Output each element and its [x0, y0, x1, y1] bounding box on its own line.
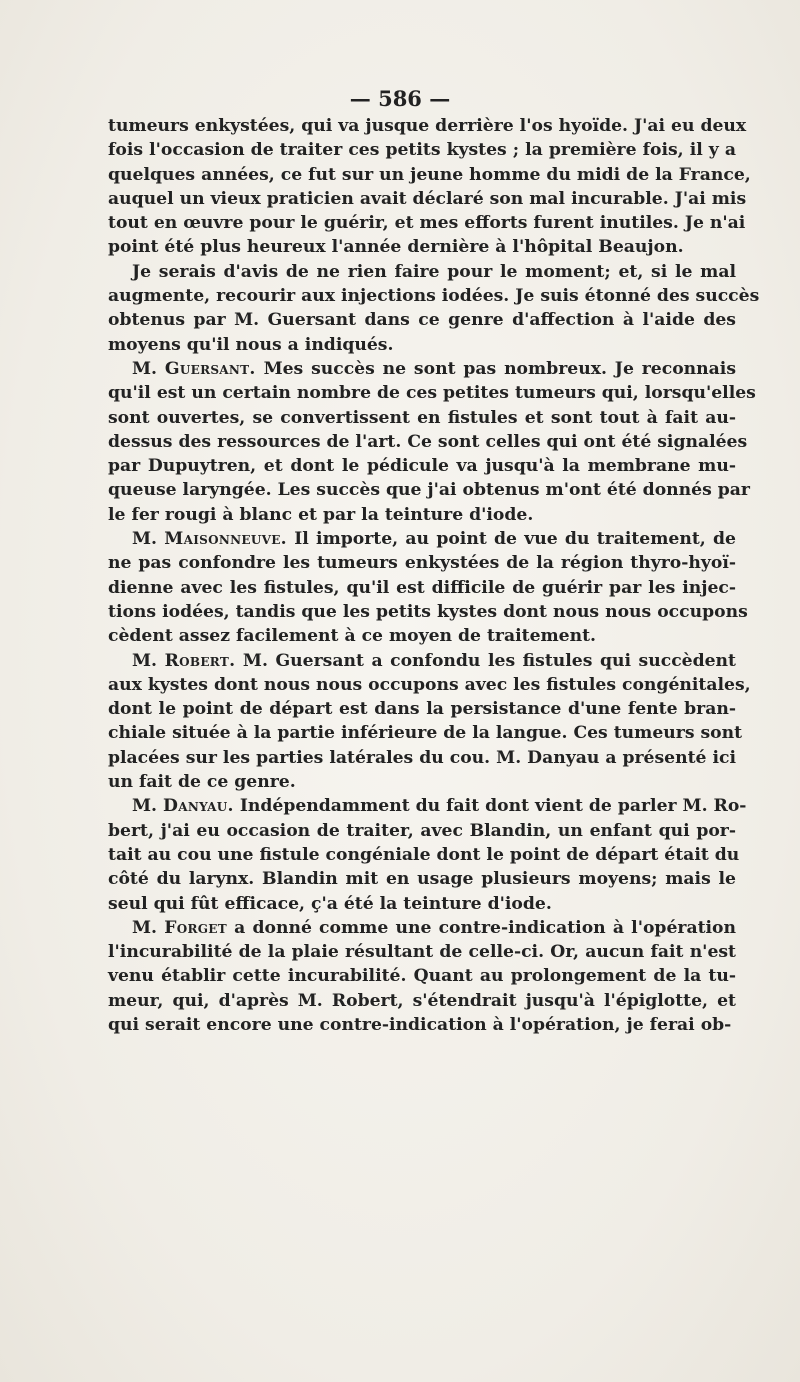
- text-line: [108, 746, 736, 770]
- line-text: bert, j'ai eu occasion de traiter, avec Blandin, un enfant qui por-: [108, 820, 736, 841]
- text-line: [108, 381, 756, 405]
- line-text: dessus des ressources de l'art. Ce sont celles qui ont été signalées: [108, 431, 748, 452]
- text-line: [108, 600, 748, 624]
- line-text: obtenus par M. Guersant dans ce genre d'affection à l'aide des: [108, 310, 736, 331]
- line-text: côté du larynx. Blandin mit en usage plusieurs moyens; mais le: [108, 869, 736, 890]
- text-line: [108, 284, 760, 308]
- text-line: [108, 819, 736, 843]
- page-number: — 586 —: [349, 86, 451, 111]
- text-line: [108, 940, 736, 964]
- text-line: [108, 916, 736, 940]
- text-line: [108, 1013, 736, 1037]
- line-text: fois l'occasion de traiter ces petits kystes ; la première fois, il y a: [108, 140, 736, 161]
- line-text: venu établir cette incurabilité. Quant au prolongement de la tu-: [108, 966, 736, 987]
- line-text: chiale située à la partie inférieure de la langue. Ces tumeurs sont: [108, 723, 743, 744]
- text-line: [108, 892, 736, 916]
- speaker-name: Guersant.: [164, 358, 256, 379]
- line-text: tumeurs enkystées, qui va jusque derrière l'os hyoïde. J'ai eu deux: [108, 116, 747, 136]
- text-line: [108, 721, 743, 745]
- paragraph: [108, 260, 760, 357]
- line-text: l'incurabilité de la plaie résultant de celle-ci. Or, aucun fait n'est: [108, 942, 736, 963]
- line-text: un fait de ce genre.: [108, 772, 296, 793]
- line-text: quelques années, ce fut sur un jeune homme du midi de la France,: [108, 164, 751, 185]
- line-text: Il importe, au point de vue du traitement, de: [286, 529, 736, 550]
- line-text: qui serait encore une contre-indication à l'opération, je ferai ob-: [108, 1014, 732, 1035]
- line-text: aux kystes dont nous nous occupons avec les fistules congénitales,: [108, 674, 751, 695]
- text-line: [108, 867, 736, 891]
- text-line: [108, 770, 736, 794]
- line-text: Mes succès ne sont pas nombreux. Je reconnais: [255, 358, 736, 379]
- text-line: [108, 454, 736, 478]
- speaker-name: Forget: [164, 917, 227, 938]
- line-text: seul qui fût efficace, ç'a été la teinture d'iode.: [108, 893, 552, 914]
- text-line: [108, 138, 736, 162]
- text-line: [108, 697, 736, 721]
- text-line: [108, 624, 736, 648]
- speaker-name: Danyau.: [163, 796, 234, 817]
- line-text: sont ouvertes, se convertissent en fistules et sont tout à fait au-: [108, 407, 736, 428]
- text-line: [108, 964, 736, 988]
- paragraph: [108, 357, 756, 527]
- paragraph: [108, 527, 748, 648]
- line-text: placées sur les parties latérales du cou. M. Danyau a présenté ici: [108, 747, 736, 768]
- line-text: Indépendamment du fait dont vient de parler M. Ro-: [233, 796, 747, 817]
- text-line: [108, 503, 736, 527]
- line-text: augmente, recourir aux injections iodées. Je suis étonné des succès: [108, 286, 760, 307]
- text-line: [108, 260, 736, 284]
- text-line: [108, 649, 736, 673]
- text-line: [108, 551, 736, 575]
- speaker-name: Maisonneuve.: [164, 529, 287, 550]
- line-text: dont le point de départ est dans la persistance d'une fente bran-: [108, 699, 736, 720]
- line-text: qu'il est un certain nombre de ces petites tumeurs qui, lorsqu'elles: [108, 383, 756, 404]
- line-text: point été plus heureux l'année dernière à l'hôpital Beaujon.: [108, 237, 684, 258]
- speaker-prefix: M.: [132, 917, 165, 938]
- text-line: [108, 235, 736, 259]
- line-text: moyens qu'il nous a indiqués.: [108, 334, 394, 355]
- line-text: tions iodées, tandis que les petits kystes dont nous nous occupons: [108, 601, 748, 622]
- text-line: [108, 794, 747, 818]
- text-line: [108, 406, 736, 430]
- line-text: a donné comme une contre-indication à l'opération: [226, 917, 737, 938]
- text-line: [108, 357, 736, 381]
- line-text: cèdent assez facilement à ce moyen de traitement.: [108, 626, 597, 647]
- line-text: le fer rougi à blanc et par la teinture d'iode.: [108, 504, 534, 525]
- paragraph: [108, 916, 736, 1037]
- text-line: [108, 673, 751, 697]
- line-text: queuse laryngée. Les succès que j'ai obtenus m'ont été donnés par: [108, 480, 750, 501]
- line-text: ne pas confondre les tumeurs enkystées de la région thyro-hyoï-: [108, 553, 736, 574]
- text-line: [108, 308, 736, 332]
- text-line: [108, 114, 747, 138]
- speaker-prefix: M.: [132, 796, 163, 817]
- line-text: meur, qui, d'après M. Robert, s'étendrait jusqu'à l'épiglotte, et: [108, 990, 736, 1011]
- text-line: [108, 333, 736, 357]
- line-text: M. Guersant a confondu les fistules qui succèdent: [235, 650, 736, 671]
- text-line: [108, 211, 746, 235]
- line-text: auquel un vieux praticien avait déclaré son mal incurable. J'ai mis: [108, 188, 747, 209]
- line-text: dienne avec les fistules, qu'il est difficile de guérir par les injec-: [108, 577, 736, 598]
- text-line: [108, 478, 750, 502]
- text-line: [108, 527, 736, 551]
- text-line: [108, 430, 748, 454]
- speaker-name: Robert.: [164, 650, 236, 671]
- line-text: Je serais d'avis de ne rien faire pour le moment; et, si le mal: [132, 261, 736, 282]
- text-line: [108, 989, 736, 1013]
- text-line: [108, 187, 747, 211]
- speaker-prefix: M.: [132, 358, 165, 379]
- line-text: tait au cou une fistule congéniale dont le point de départ était du: [108, 844, 740, 865]
- paragraph: [108, 114, 751, 260]
- text-line: [108, 163, 751, 187]
- line-text: tout en œuvre pour le guérir, et mes efforts furent inutiles. Je n'ai: [108, 213, 746, 234]
- speaker-prefix: M.: [132, 650, 165, 671]
- body-text: [108, 114, 760, 1037]
- text-line: [108, 843, 740, 867]
- line-text: par Dupuytren, et dont le pédicule va jusqu'à la membrane mu-: [108, 456, 736, 477]
- speaker-prefix: M.: [132, 529, 165, 550]
- text-line: [108, 576, 736, 600]
- paragraph: [108, 794, 747, 915]
- paragraph: [108, 649, 751, 795]
